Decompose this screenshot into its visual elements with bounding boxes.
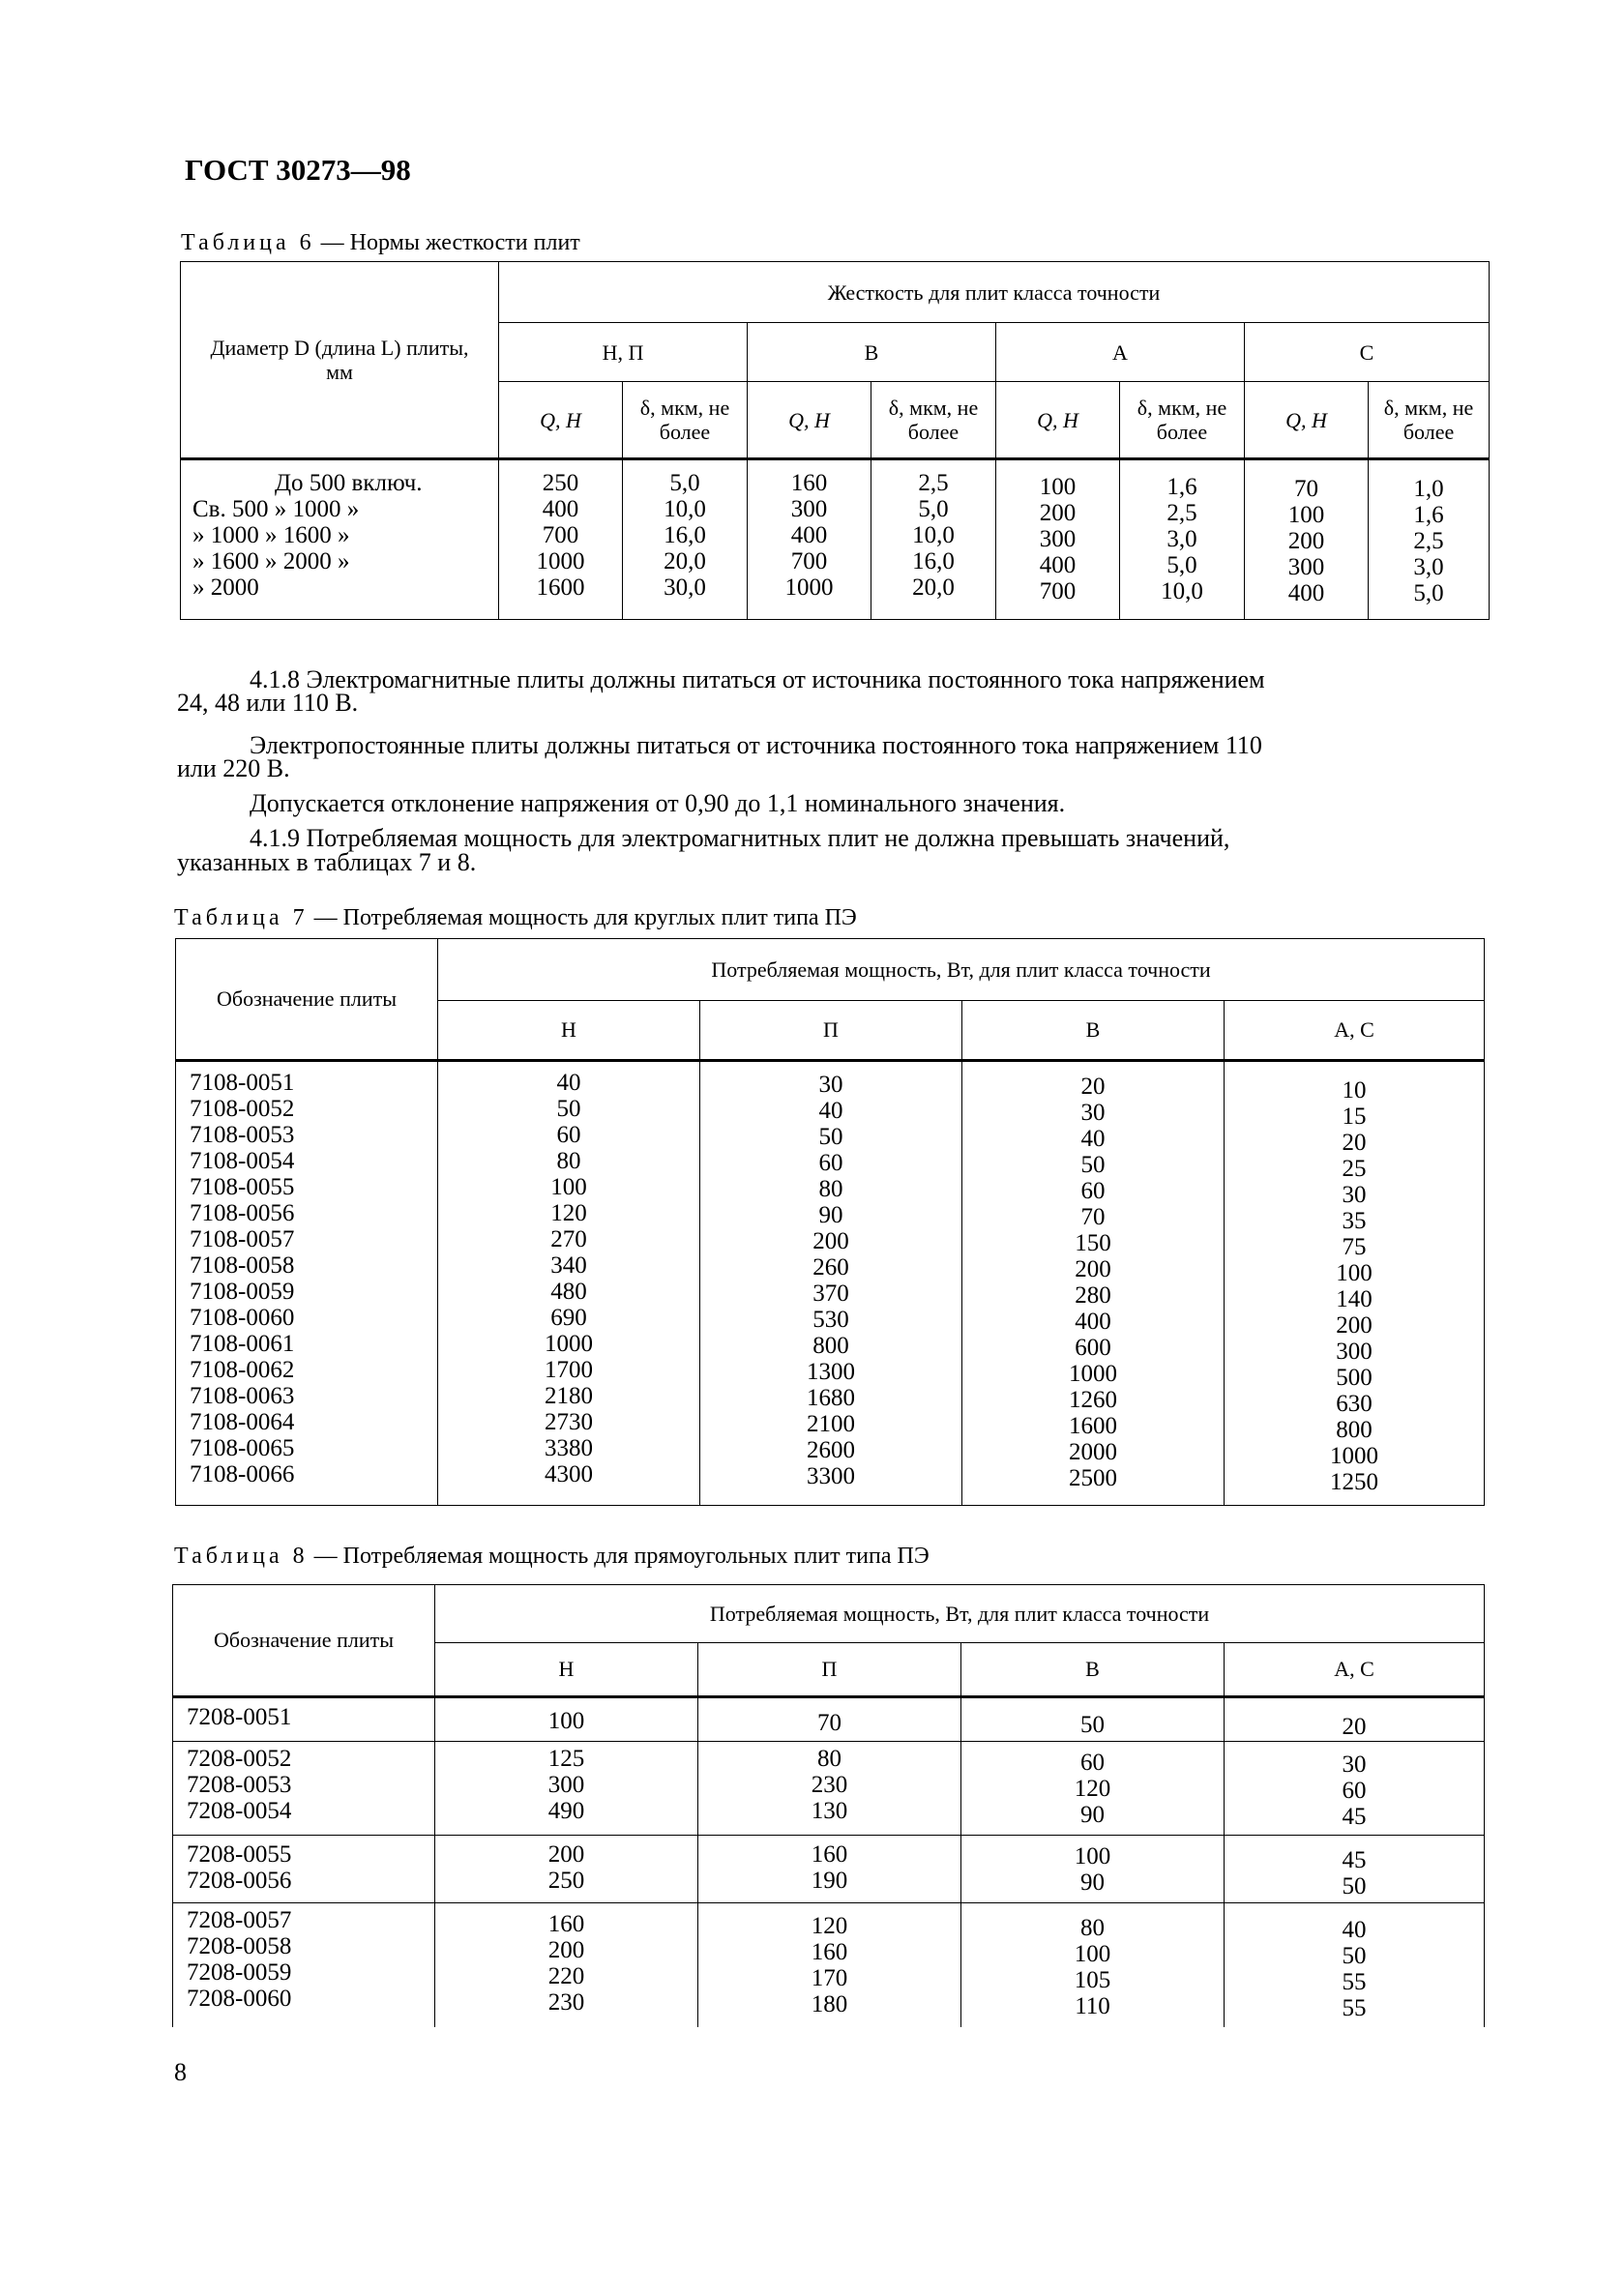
table7-value: 200 — [812, 1228, 849, 1254]
table7-caption-text: — Потребляемая мощность для круглых плит типа ПЭ — [308, 905, 857, 930]
value-list — [1225, 1714, 1484, 1740]
table8-value: 50 — [1080, 1712, 1105, 1738]
table7-value: 60 — [556, 1122, 581, 1148]
table8-value: 160 — [811, 1939, 848, 1965]
table8-value: 50 — [1342, 1873, 1367, 1899]
table8-value: 200 — [547, 1937, 585, 1963]
value-list — [698, 1710, 960, 1736]
table8-value: 180 — [811, 1991, 848, 2017]
value-list — [187, 1907, 434, 2012]
table7-value: 1250 — [1330, 1469, 1379, 1495]
table6-value: 250 — [542, 470, 579, 496]
table7-value: 2600 — [807, 1437, 855, 1463]
table6-col-group: Жесткость для плит класса точности — [499, 262, 1490, 323]
table7-value: 3380 — [545, 1435, 593, 1461]
table6-np-q-cell — [499, 459, 623, 620]
table6-value: 2,5 — [918, 470, 949, 496]
table8-p-cell — [698, 1697, 961, 1742]
table8-value: 90 — [1080, 1869, 1105, 1896]
table7-value: 1680 — [807, 1385, 855, 1411]
table6-c-q-cell — [1245, 459, 1369, 620]
table7-caption — [174, 905, 857, 931]
table7-plate-name: 7108-0062 — [190, 1357, 295, 1383]
table6-value: 100 — [1039, 474, 1077, 500]
table7-value: 260 — [812, 1254, 849, 1280]
table6-value: 1600 — [536, 574, 585, 601]
value-list — [1369, 476, 1489, 606]
table7-value: 60 — [1080, 1178, 1106, 1204]
table7-plate-name: 7108-0063 — [190, 1383, 295, 1409]
table7-plate-name: 7108-0061 — [190, 1331, 295, 1357]
table6-class-c: С — [1245, 323, 1490, 382]
table6-caption-text: — Нормы жесткости плит — [314, 230, 580, 255]
table7-plate-name: 7108-0055 — [190, 1174, 295, 1200]
table7-value: 150 — [1075, 1230, 1111, 1256]
table7-value: 200 — [1075, 1256, 1111, 1282]
table6-col-diameter: Диаметр D (длина L) плиты, мм — [181, 262, 499, 459]
table6-value: 5,0 — [669, 470, 700, 496]
table6-value: 100 — [1287, 502, 1325, 528]
table7-ac-cell — [1225, 1061, 1485, 1506]
table7-value: 30 — [818, 1072, 843, 1098]
value-list — [996, 474, 1119, 604]
table7-value: 2180 — [545, 1383, 593, 1409]
table7-value: 40 — [1080, 1126, 1106, 1152]
table8-class-h: Н — [435, 1643, 698, 1697]
table8-value: 20 — [1342, 1714, 1367, 1740]
table6-value: 400 — [790, 522, 828, 548]
table7-col-name: Обозначение плиты — [176, 939, 438, 1061]
value-list — [438, 1070, 699, 1487]
table7-plate-name: 7108-0058 — [190, 1252, 295, 1279]
table7-plate-name: 7108-0056 — [190, 1200, 295, 1226]
table7-value: 25 — [1342, 1156, 1367, 1182]
table6-value: 16,0 — [664, 522, 706, 548]
table6-sub-delta: δ, мкм, не более — [623, 382, 748, 459]
table7-value: 1700 — [545, 1357, 593, 1383]
value-list — [700, 1072, 961, 1489]
table7-plate-name: 7108-0066 — [190, 1461, 295, 1487]
table8-p-cell — [698, 1903, 961, 2027]
table7-value: 2100 — [807, 1411, 855, 1437]
table6-value: 400 — [542, 496, 579, 522]
table7-value: 90 — [818, 1202, 843, 1228]
table8 — [172, 1584, 1485, 2027]
table7-value: 140 — [1336, 1286, 1373, 1312]
value-list — [961, 1915, 1224, 2019]
table8-value: 120 — [1074, 1776, 1111, 1802]
table6-value: 5,0 — [1166, 552, 1197, 578]
table8-value: 45 — [1342, 1804, 1367, 1830]
table7-value: 600 — [1075, 1335, 1111, 1361]
table8-ac-cell — [1225, 1742, 1485, 1836]
table8-class-v: В — [961, 1643, 1225, 1697]
table6-sub-q: Q, Н — [499, 382, 623, 459]
table8-value: 120 — [811, 1913, 848, 1939]
value-list — [961, 1843, 1224, 1896]
table8-value: 160 — [547, 1911, 585, 1937]
table6-value: 2,5 — [1413, 528, 1444, 554]
table8-names-cell — [173, 1836, 435, 1903]
table7-value: 10 — [1342, 1077, 1367, 1104]
table7-value: 30 — [1342, 1182, 1367, 1208]
table6-value: 700 — [790, 548, 828, 574]
table8-class-ac: А, С — [1225, 1643, 1485, 1697]
table7-value: 1260 — [1069, 1387, 1117, 1413]
value-list — [435, 1911, 697, 2016]
value-list — [187, 1704, 434, 1730]
table6-diameter-cell — [181, 459, 499, 620]
table8-caption-text: — Потребляемая мощность для прямоугольных плит типа ПЭ — [308, 1544, 930, 1569]
table6-diameter-row: » 1600 » 2000 » — [192, 548, 350, 574]
table8-value: 230 — [547, 1989, 585, 2016]
table7-value: 2000 — [1069, 1439, 1117, 1465]
paragraph-4-1-8-cont: 24, 48 или 110 В. — [177, 689, 359, 717]
table6-class-np: Н, П — [499, 323, 748, 382]
value-list — [961, 1712, 1224, 1738]
value-list — [871, 470, 995, 601]
table8-plate-name: 7208-0052 — [187, 1746, 292, 1772]
table7-col-group: Потребляемая мощность, Вт, для плит класса точности — [438, 939, 1485, 1001]
table6-value: 1000 — [784, 574, 834, 601]
table6-value: 1000 — [536, 548, 585, 574]
table8-p-cell — [698, 1742, 961, 1836]
table8-value: 60 — [1342, 1778, 1367, 1804]
value-list — [1225, 1751, 1484, 1830]
table7-value: 480 — [550, 1279, 587, 1305]
table8-value: 30 — [1342, 1751, 1367, 1778]
table7-value: 1000 — [1069, 1361, 1117, 1387]
table6-v-q-cell — [748, 459, 871, 620]
value-list — [1225, 1847, 1484, 1899]
table6-sub-delta: δ, мкм, не более — [1369, 382, 1490, 459]
table8-value: 190 — [811, 1868, 848, 1894]
table7-plate-name: 7108-0059 — [190, 1279, 295, 1305]
table7-value: 70 — [1080, 1204, 1106, 1230]
table6-diameter-row: » 2000 — [192, 574, 259, 601]
table7 — [175, 938, 1485, 1506]
table7-value: 30 — [1080, 1100, 1106, 1126]
table8-plate-name: 7208-0053 — [187, 1772, 292, 1798]
table7-plate-name: 7108-0064 — [190, 1409, 295, 1435]
table8-plate-name: 7208-0055 — [187, 1841, 292, 1868]
table7-value: 690 — [550, 1305, 587, 1331]
paragraph-4-1-9: 4.1.9 Потребляемая мощность для электромагнитных плит не должна превышать значений, — [250, 824, 1230, 852]
table7-value: 300 — [1336, 1339, 1373, 1365]
table7-value: 20 — [1080, 1074, 1106, 1100]
table8-names-cell — [173, 1742, 435, 1836]
table8-value: 45 — [1342, 1847, 1367, 1873]
table6-value: 200 — [1039, 500, 1077, 526]
table7-value: 120 — [550, 1200, 587, 1226]
table8-plate-name: 7208-0060 — [187, 1986, 292, 2012]
table8-caption — [174, 1544, 930, 1570]
table6-class-a: А — [996, 323, 1245, 382]
table7-value: 40 — [818, 1098, 843, 1124]
table7-value: 270 — [550, 1226, 587, 1252]
table7-value: 1000 — [1330, 1443, 1379, 1469]
table6-value: 5,0 — [1413, 580, 1444, 606]
table7-class-p: П — [700, 1001, 962, 1061]
value-list — [499, 470, 622, 601]
table6-v-d-cell — [871, 459, 996, 620]
value-list — [623, 470, 747, 601]
table7-value: 200 — [1336, 1312, 1373, 1339]
table7-plate-name: 7108-0057 — [190, 1226, 295, 1252]
table7-h-cell — [438, 1061, 700, 1506]
table7-value: 1000 — [545, 1331, 593, 1357]
table7-value: 50 — [556, 1096, 581, 1122]
table6-value: 300 — [1039, 526, 1077, 552]
table8-v-cell — [961, 1697, 1225, 1742]
table8-value: 55 — [1342, 1969, 1367, 1995]
table8-v-cell — [961, 1742, 1225, 1836]
table8-value: 105 — [1074, 1967, 1111, 1993]
table6-value: 10,0 — [912, 522, 955, 548]
table6-caption-label: Таблица 6 — [181, 230, 315, 255]
table8-plate-name: 7208-0057 — [187, 1907, 292, 1933]
table8-value: 90 — [1080, 1802, 1105, 1828]
table6-value: 2,5 — [1166, 500, 1197, 526]
table6-value: 200 — [1287, 528, 1325, 554]
value-list — [698, 1746, 960, 1824]
table6-value: 3,0 — [1166, 526, 1197, 552]
table7-names-cell — [176, 1061, 438, 1506]
value-list — [698, 1841, 960, 1894]
value-list — [962, 1074, 1224, 1491]
table8-value: 100 — [547, 1708, 585, 1734]
table8-h-cell — [435, 1836, 698, 1903]
table7-plate-name: 7108-0051 — [190, 1070, 295, 1096]
table6-sub-q: Q, Н — [1245, 382, 1369, 459]
value-list — [1245, 476, 1368, 606]
table7-value: 1600 — [1069, 1413, 1117, 1439]
table8-value: 55 — [1342, 1995, 1367, 2021]
value-list — [435, 1746, 697, 1824]
table6-sub-delta: δ, мкм, не более — [1120, 382, 1245, 459]
table6-sub-q: Q, Н — [748, 382, 871, 459]
table8-value: 40 — [1342, 1917, 1367, 1943]
table8-ac-cell — [1225, 1697, 1485, 1742]
table8-value: 110 — [1075, 1993, 1110, 2019]
table7-caption-label: Таблица 7 — [174, 905, 309, 930]
table8-value: 250 — [547, 1868, 585, 1894]
table8-plate-name: 7208-0056 — [187, 1868, 292, 1894]
table8-plate-name: 7208-0051 — [187, 1704, 292, 1730]
table8-value: 60 — [1080, 1750, 1105, 1776]
table6-value: 1,6 — [1413, 502, 1444, 528]
table7-value: 75 — [1342, 1234, 1367, 1260]
table7-value: 2730 — [545, 1409, 593, 1435]
table7-value: 50 — [818, 1124, 843, 1150]
table7-value: 630 — [1336, 1391, 1373, 1417]
table8-col-name: Обозначение плиты — [173, 1585, 435, 1697]
table8-value: 100 — [1074, 1941, 1111, 1967]
paragraph-electropermanent: Электропостоянные плиты должны питаться от источника постоянного тока напряжением 110 — [250, 731, 1262, 759]
table8-value: 200 — [547, 1841, 585, 1868]
table8-value: 230 — [811, 1772, 848, 1798]
table6-value: 400 — [1039, 552, 1077, 578]
value-list — [1225, 1077, 1484, 1495]
document-title: ГОСТ 30273—98 — [185, 153, 411, 187]
table8-value: 100 — [1074, 1843, 1111, 1869]
table7-plate-name: 7108-0052 — [190, 1096, 295, 1122]
table8-h-cell — [435, 1903, 698, 2027]
table6-value: 10,0 — [664, 496, 706, 522]
table8-col-group: Потребляемая мощность, Вт, для плит класса точности — [435, 1585, 1485, 1643]
table6-value: 20,0 — [912, 574, 955, 601]
table6-value: 300 — [790, 496, 828, 522]
table6-sub-delta: δ, мкм, не более — [871, 382, 996, 459]
table8-value: 160 — [811, 1841, 848, 1868]
table7-value: 100 — [550, 1174, 587, 1200]
table7-value: 60 — [818, 1150, 843, 1176]
table6-diameter-row: » 1000 » 1600 » — [192, 522, 350, 548]
table7-value: 2500 — [1069, 1465, 1117, 1491]
table6-np-d-cell — [623, 459, 748, 620]
value-list — [190, 1070, 437, 1487]
table8-value: 125 — [547, 1746, 585, 1772]
table7-class-ac: А, С — [1225, 1001, 1485, 1061]
table7-value: 370 — [812, 1280, 849, 1307]
table8-value: 170 — [811, 1965, 848, 1991]
table6-value: 70 — [1294, 476, 1318, 502]
table8-ac-cell — [1225, 1903, 1485, 2027]
value-list — [748, 470, 871, 601]
table6-value: 700 — [542, 522, 579, 548]
value-list — [1225, 1917, 1484, 2021]
table6-value: 160 — [790, 470, 828, 496]
table7-value: 3300 — [807, 1463, 855, 1489]
table6-value: 300 — [1287, 554, 1325, 580]
table7-value: 530 — [812, 1307, 849, 1333]
table7-plate-name: 7108-0053 — [190, 1122, 295, 1148]
table8-group-row — [173, 1697, 1485, 1742]
table8-caption-label: Таблица 8 — [174, 1544, 309, 1569]
table7-value: 400 — [1075, 1309, 1111, 1335]
table8-value: 220 — [547, 1963, 585, 1989]
value-list — [961, 1750, 1224, 1828]
table7-plate-name: 7108-0065 — [190, 1435, 295, 1461]
value-list — [1120, 474, 1244, 604]
table7-value: 340 — [550, 1252, 587, 1279]
table7-value: 80 — [818, 1176, 843, 1202]
table8-v-cell — [961, 1836, 1225, 1903]
table8-h-cell — [435, 1742, 698, 1836]
paragraph-voltage-tolerance: Допускается отклонение напряжения от 0,90 до 1,1 номинального значения. — [250, 789, 1066, 817]
table8-value: 50 — [1342, 1943, 1367, 1969]
table7-value: 500 — [1336, 1365, 1373, 1391]
table6-a-q-cell — [996, 459, 1120, 620]
table7-value: 35 — [1342, 1208, 1367, 1234]
table8-value: 490 — [547, 1798, 585, 1824]
table7-value: 50 — [1080, 1152, 1106, 1178]
table7-value: 40 — [556, 1070, 581, 1096]
table6-value: 700 — [1039, 578, 1077, 604]
value-list — [435, 1708, 697, 1734]
value-list — [187, 1841, 434, 1894]
table8-value: 300 — [547, 1772, 585, 1798]
table8-value: 80 — [817, 1746, 842, 1772]
paragraph-electropermanent-cont: или 220 В. — [177, 754, 290, 782]
table6-diameter-row: До 500 включ. — [275, 470, 423, 496]
table8-plate-name: 7208-0059 — [187, 1959, 292, 1986]
table6-value: 400 — [1287, 580, 1325, 606]
value-list — [435, 1841, 697, 1894]
table6-value: 5,0 — [918, 496, 949, 522]
table6-sub-q: Q, Н — [996, 382, 1120, 459]
table7-p-cell — [700, 1061, 962, 1506]
table6-value: 20,0 — [664, 548, 706, 574]
table8-value: 130 — [811, 1798, 848, 1824]
table8-h-cell — [435, 1697, 698, 1742]
table8-ac-cell — [1225, 1836, 1485, 1903]
table8-group-row — [173, 1903, 1485, 2027]
table8-group-row — [173, 1836, 1485, 1903]
table8-plate-name: 7208-0054 — [187, 1798, 292, 1824]
table7-plate-name: 7108-0054 — [190, 1148, 295, 1174]
table8-plate-name: 7208-0058 — [187, 1933, 292, 1959]
table7-value: 4300 — [545, 1461, 593, 1487]
table7-class-v: В — [962, 1001, 1225, 1061]
table7-v-cell — [962, 1061, 1225, 1506]
paragraph-4-1-8: 4.1.8 Электромагнитные плиты должны питаться от источника постоянного тока напряжением — [250, 665, 1265, 693]
table8-value: 80 — [1080, 1915, 1105, 1941]
table6 — [180, 261, 1490, 620]
table8-v-cell — [961, 1903, 1225, 2027]
table7-value: 1300 — [807, 1359, 855, 1385]
table8-value: 70 — [817, 1710, 842, 1736]
table7-value: 800 — [1336, 1417, 1373, 1443]
table7-value: 15 — [1342, 1104, 1367, 1130]
paragraph-4-1-9-cont: указанных в таблицах 7 и 8. — [177, 848, 477, 876]
table6-value: 3,0 — [1413, 554, 1444, 580]
value-list — [187, 1746, 434, 1824]
table6-value: 1,0 — [1413, 476, 1444, 502]
table6-value: 30,0 — [664, 574, 706, 601]
table7-plate-name: 7108-0060 — [190, 1305, 295, 1331]
value-list — [698, 1913, 960, 2017]
table6-a-d-cell — [1120, 459, 1245, 620]
table8-class-p: П — [698, 1643, 961, 1697]
table8-p-cell — [698, 1836, 961, 1903]
table7-value: 20 — [1342, 1130, 1367, 1156]
table7-class-h: Н — [438, 1001, 700, 1061]
table6-c-d-cell — [1369, 459, 1490, 620]
table8-names-cell — [173, 1903, 435, 2027]
table7-value: 100 — [1336, 1260, 1373, 1286]
table8-group-row — [173, 1742, 1485, 1836]
table6-class-v: В — [748, 323, 996, 382]
table6-value: 10,0 — [1161, 578, 1203, 604]
table8-names-cell — [173, 1697, 435, 1742]
table6-value: 16,0 — [912, 548, 955, 574]
table7-value: 800 — [812, 1333, 849, 1359]
table6-value: 1,6 — [1166, 474, 1197, 500]
table6-caption — [181, 230, 580, 256]
page-number: 8 — [174, 2058, 187, 2086]
table6-diameter-row: Св. 500 » 1000 » — [192, 496, 360, 522]
table7-value: 280 — [1075, 1282, 1111, 1309]
table7-value: 80 — [556, 1148, 581, 1174]
